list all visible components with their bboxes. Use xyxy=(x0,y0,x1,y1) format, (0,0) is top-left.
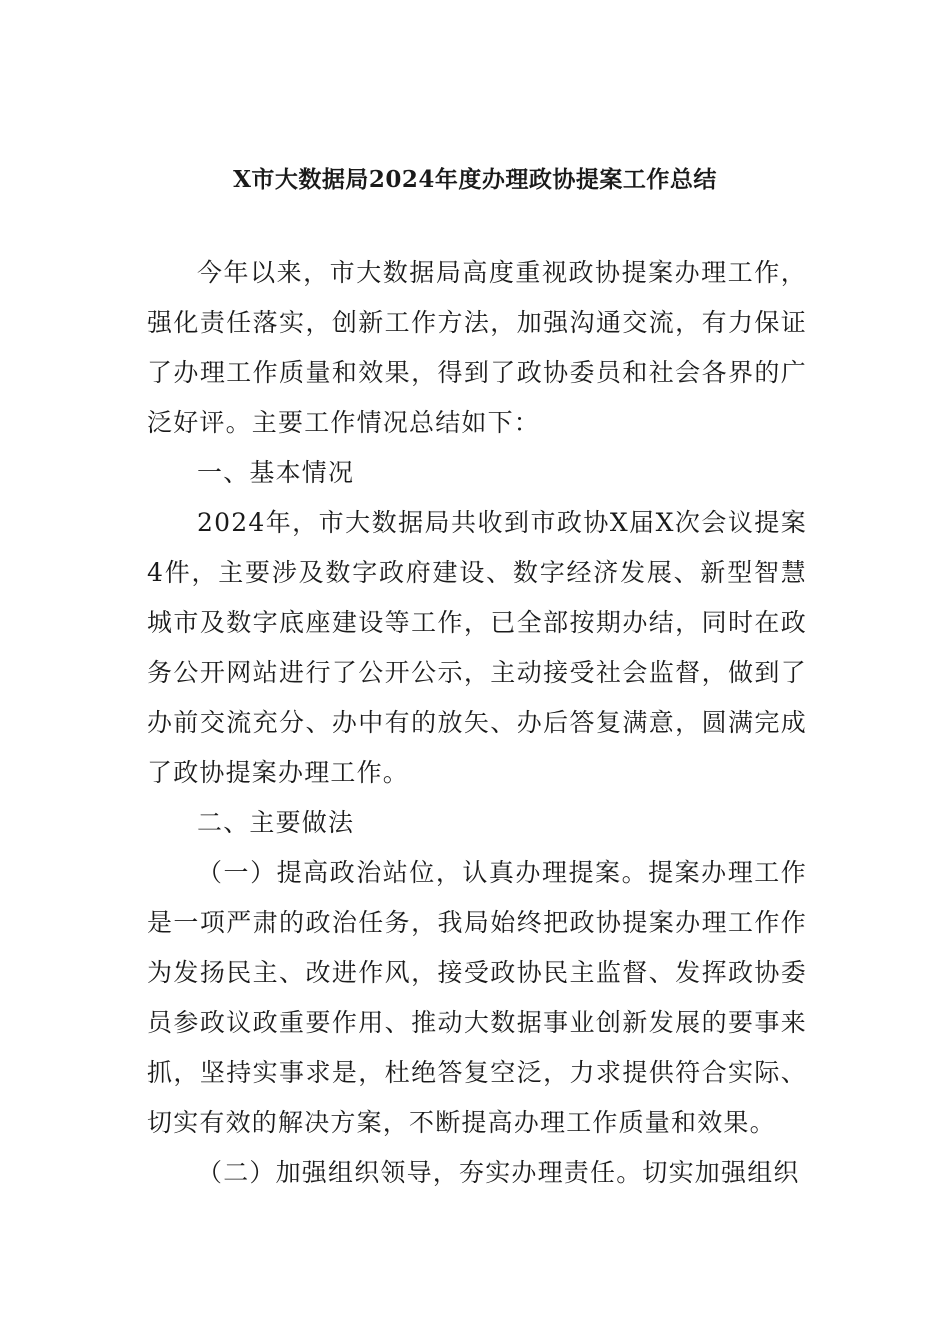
document-body xyxy=(147,248,807,1198)
section-heading-main-practices: 二、主要做法 xyxy=(197,808,355,837)
paragraph-practice-1: （一）提高政治站位，认真办理提案。提案办理工作是一项严肃的政治任务，我局始终把政协提案办理工作作为发扬民主、改进作风，接受政协民主监督、发挥政协委员参政议政重要作用、推动大数据事业创新发展的要事来抓，坚持实事求是，杜绝答复空泛，力求提供符合实际、切实有效的解决方案，不断提高办理工作质量和效果。 xyxy=(147,858,807,1137)
paragraph-practice-2: （二）加强组织领导，夯实办理责任。切实加强组织 xyxy=(197,1158,800,1187)
document-title: X市大数据局2024年度办理政协提案工作总结 xyxy=(233,166,717,193)
paragraph-basic-situation: 2024年，市大数据局共收到市政协X届X次会议提案4件，主要涉及数字政府建设、数字经济发展、新型智慧城市及数字底座建设等工作，已全部按期办结，同时在政务公开网站进行了公开公示，主动接受社会监督，做到了办前交流充分、办中有的放矢、办后答复满意，圆满完成了政协提案办理工作。 xyxy=(147,508,807,787)
section-heading-basic-situation: 一、基本情况 xyxy=(197,458,355,487)
paragraph-intro: 今年以来，市大数据局高度重视政协提案办理工作，强化责任落实，创新工作方法，加强沟通交流，有力保证了办理工作质量和效果，得到了政协委员和社会各界的广泛好评。主要工作情况总结如下： xyxy=(147,258,807,437)
